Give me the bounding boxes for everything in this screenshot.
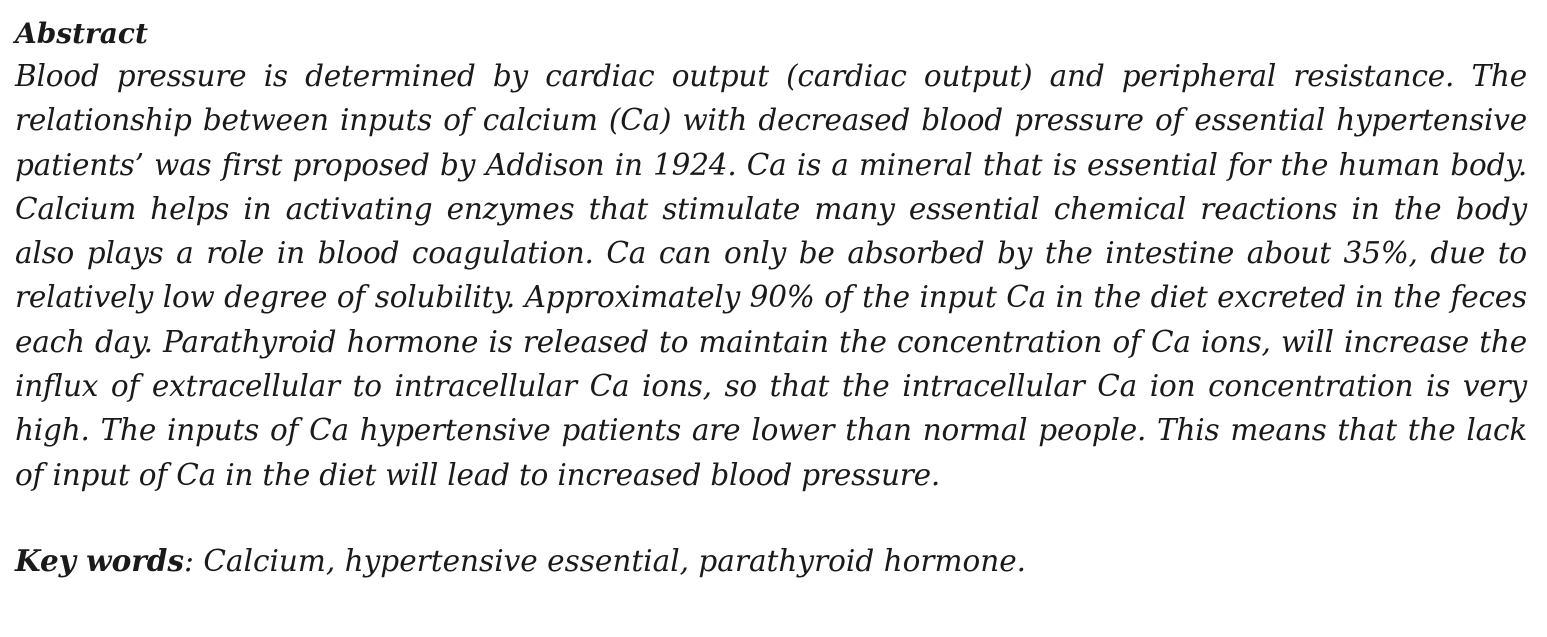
keywords-separator: : [184,543,194,578]
abstract-page [15,14,1527,581]
abstract-heading: Abstract [15,17,148,50]
keywords-label: Key words [15,542,185,578]
keywords-line [15,541,1527,581]
abstract-body: Blood pressure is determined by cardiac output (cardiac output) and peripheral resistance. The relationship between inputs of calcium (Ca) with decreased blood pressure of essential hypertensive patients’ was first proposed by Addison in 1924. Ca is a mineral that is essential for the human body. Calcium helps in activating enzymes that stimulate many essential chemical reactions in the body also plays a role in blood coagulation. Ca can only be absorbed by the intestine about 35%, due to relatively low degree of solubility. Approximately 90% of the input Ca in the diet excreted in the feces each day. Parathyroid hormone is released to maintain the concentration of Ca ions, will increase the influx of extracellular to intracellular Ca ions, so that the intracellular Ca ion concentration is very high. The inputs of Ca hypertensive patients are lower than normal people. This means that the lack of input of Ca in the diet will lead to increased blood pressure. [15,59,1527,492]
keywords-text: Calcium, hypertensive essential, parathyroid hormone. [193,543,1027,578]
